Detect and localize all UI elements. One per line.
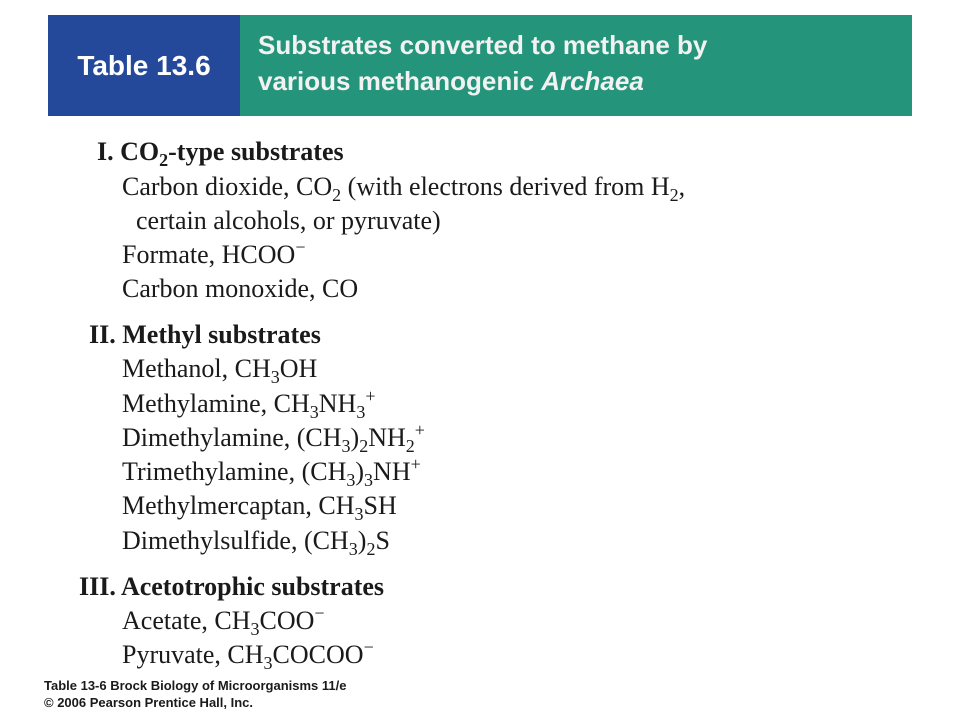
item-text: Methanol, CH [122, 354, 271, 383]
item-text: (with electrons derived from H [341, 172, 670, 201]
subscript: 3 [263, 653, 273, 673]
caption-line-1: Substrates converted to methane by [258, 30, 708, 60]
section-numeral: I. [97, 137, 114, 166]
item-text: certain alcohols, or pyruvate) [136, 206, 441, 235]
section-numeral: II. [89, 320, 116, 349]
superscript: − [314, 603, 325, 623]
item-text: , [678, 172, 686, 201]
item-text: NH [368, 423, 406, 452]
section-title [120, 137, 344, 170]
subscript: 2 [669, 185, 679, 205]
subscript: 3 [250, 619, 260, 639]
subscript: 2 [366, 539, 376, 559]
item-text: Dimethylsulfide, (CH [122, 526, 349, 555]
caption-line-2 [258, 63, 912, 99]
item-text: Methylmercaptan, CH [122, 491, 355, 520]
source-line: Table 13-6 Brock Biology of Microorganisms 11/e [44, 678, 347, 693]
subscript: 3 [309, 402, 319, 422]
list-item [122, 422, 425, 454]
copyright-line: © 2006 Pearson Prentice Hall, Inc. [44, 695, 254, 710]
list-item [122, 353, 317, 385]
section-title: Acetotrophic substrates [120, 572, 385, 601]
table-label: Table 13.6 [77, 49, 211, 81]
section-heading [97, 136, 344, 168]
item-text: NH [318, 389, 357, 418]
item-text: ) [357, 526, 367, 555]
source-credit [44, 677, 346, 711]
section-numeral: III. [79, 572, 116, 601]
caption-organism: Archaea [541, 66, 644, 96]
list-item [122, 525, 390, 557]
section-heading [89, 319, 321, 351]
list-item [122, 605, 325, 637]
list-item [122, 388, 375, 420]
subscript: 3 [270, 367, 280, 387]
item-text: Pyruvate, CH [122, 640, 264, 669]
item-text: NH [373, 457, 411, 486]
item-text: Methylamine, CH [122, 389, 310, 418]
list-item [122, 490, 397, 522]
section-title-text: -type substrates [168, 137, 344, 166]
list-item [122, 239, 305, 271]
table-label-box [48, 15, 240, 116]
subscript: 3 [346, 470, 356, 490]
subscript: 2 [159, 150, 169, 170]
item-text: Trimethylamine, (CH [122, 457, 347, 486]
subscript: 2 [405, 436, 415, 456]
list-item-continuation [136, 205, 441, 237]
table-caption [240, 15, 912, 116]
table-banner [48, 15, 912, 116]
item-text: Carbon dioxide, CO [122, 172, 333, 201]
section-title: Methyl substrates [122, 320, 321, 349]
item-text: Dimethylamine, (CH [122, 423, 342, 452]
list-item [122, 171, 685, 203]
item-text: SH [363, 491, 397, 520]
subscript: 3 [354, 504, 364, 524]
superscript: + [365, 386, 376, 406]
item-text: Carbon monoxide, CO [122, 274, 359, 303]
item-text: Formate, HCOO [122, 240, 296, 269]
item-text: Acetate, CH [122, 606, 251, 635]
subscript: 2 [359, 436, 369, 456]
subscript: 3 [341, 436, 351, 456]
caption-line-2-text: various methanogenic [258, 66, 542, 96]
list-item [122, 639, 374, 671]
item-text: ) [355, 457, 365, 486]
subscript: 3 [364, 470, 374, 490]
superscript: + [414, 420, 425, 440]
item-text: ) [350, 423, 360, 452]
subscript: 3 [356, 402, 366, 422]
superscript: − [295, 237, 306, 257]
superscript: + [410, 454, 421, 474]
section-heading [79, 571, 384, 603]
item-text: COCOO [272, 640, 364, 669]
section-title-text: CO [120, 137, 160, 166]
item-text: S [375, 526, 390, 555]
item-text: COO [259, 606, 315, 635]
subscript: 2 [332, 185, 342, 205]
item-text: OH [279, 354, 318, 383]
list-item [122, 456, 421, 488]
subscript: 3 [348, 539, 358, 559]
list-item [122, 273, 358, 305]
superscript: − [363, 637, 374, 657]
